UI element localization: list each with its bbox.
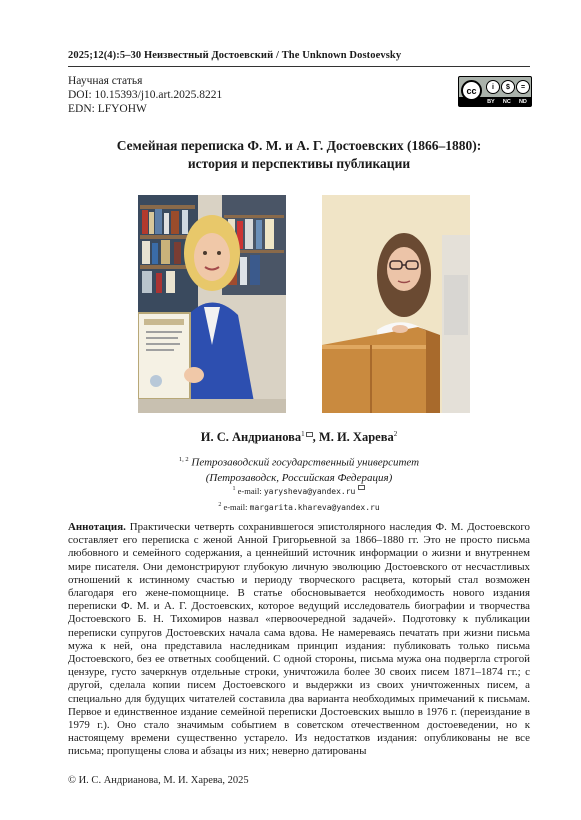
article-type: Научная статья	[68, 75, 143, 87]
copyright: © И. С. Андрианова, М. И. Харева, 2025	[68, 775, 249, 786]
abstract-label: Аннотация.	[68, 521, 126, 533]
running-head: 2025;12(4):5–30 Неизвестный Достоевский / The Unknown Dostoevsky	[68, 50, 402, 61]
edn: EDN: LFYOHW	[68, 103, 147, 115]
cc-license-icon[interactable]	[458, 76, 532, 107]
location: (Петрозаводск, Российская Федерация)	[205, 471, 393, 484]
envelope-icon	[358, 485, 365, 490]
abstract	[68, 521, 530, 759]
author-photo-khareva	[322, 195, 470, 413]
nc-icon: $	[501, 80, 515, 94]
author-1[interactable]: И. С. Андрианова	[200, 430, 302, 445]
email-1: $^1$ e-mail: yarysheva@yandex.ru	[68, 485, 530, 496]
license-nd: ND	[518, 98, 527, 105]
article-meta	[68, 74, 222, 116]
email-2: $^2$ e-mail: margarita.khareva@yandex.ru	[218, 502, 380, 512]
email-link-2[interactable]: margarita.khareva@yandex.ru	[249, 503, 380, 512]
license-nc: NC	[502, 98, 511, 105]
cc-mark: cc	[461, 80, 482, 101]
abstract-text: Практически четверть сохранившегося эпистолярного наследия Ф. М. Достоевского составляет его переписка с женой Анной Григорьевной за 1866–1880 гг. Это не просто письма любовного и семейного содержания, а ценнейший источник информации о жизни и внутреннем мире писателя. Они демонстрируют глубокую личную эволюцию Достоевского от несчастливых отношений к истинному счастью и периоду творческого расцвета, который стал возможен благодаря его жене-помощнице. В статье обосновывается необходимость нового издания переписки Ф. М. и А. Г. Достоевских, которое ведущий исследователь биографии и творчества Достоевского Б. Н. Тихомиров назвал «первоочередной задачей». Подготовку к публикации переписки супругов Достоевских начала сама вдова. Не намереваясь печатать при жизни письма мужа к ней, она представила наследникам принцип издания: публиковать только письма Достоевского, без ее ответных сообщений. С одной стороны, письма мужа она подвергла строгой цензуре, густо зачеркнув отдельные строки, уничтожила более 30 своих писем 1871–1874 гг.; с другой, сделала копии писем Достоевского и выдержки из своих уничтоженных писем, а специально для будущих читателей составила два варианта необходимых примечаний к письмам. Первое и единственное издание семейной переписки Достоевских вышло в 1976 г. (переиздание в 1979 г.). Оно стало значимым событием в советском отечественном достоеведении, но к настоящему времени существенно устарело. Из недостатков издания: опубликованы не все письма; пропущены слова и абзацы из них; неверно датированы	[68, 521, 530, 758]
affiliation: $^{1, 2}$ Петрозаводский государственный университет (Петрозаводск, Российская Федерация)	[68, 452, 530, 486]
university: Петрозаводский государственный университет	[191, 456, 420, 469]
doi[interactable]: DOI: 10.15393/j10.art.2025.8221	[68, 89, 223, 101]
envelope-icon[interactable]	[306, 432, 313, 437]
email-link-1[interactable]: yarysheva@yandex.ru	[263, 487, 356, 496]
article-title	[68, 137, 530, 173]
author-photo-andrianova	[138, 195, 286, 413]
license-by: BY	[487, 98, 495, 105]
nd-icon: =	[516, 80, 530, 94]
author-2[interactable]: М. И. Харева	[318, 430, 394, 445]
title-line-2: история и перспективы публикации	[187, 156, 411, 171]
header-rule	[68, 66, 530, 67]
by-icon: i	[486, 80, 500, 94]
author-list: И. С. Андрианова$^1$ , М. И. Харева$^2$	[200, 430, 398, 445]
title-line-1: Семейная переписка Ф. М. и А. Г. Достоевских (1866–1880):	[116, 138, 482, 153]
